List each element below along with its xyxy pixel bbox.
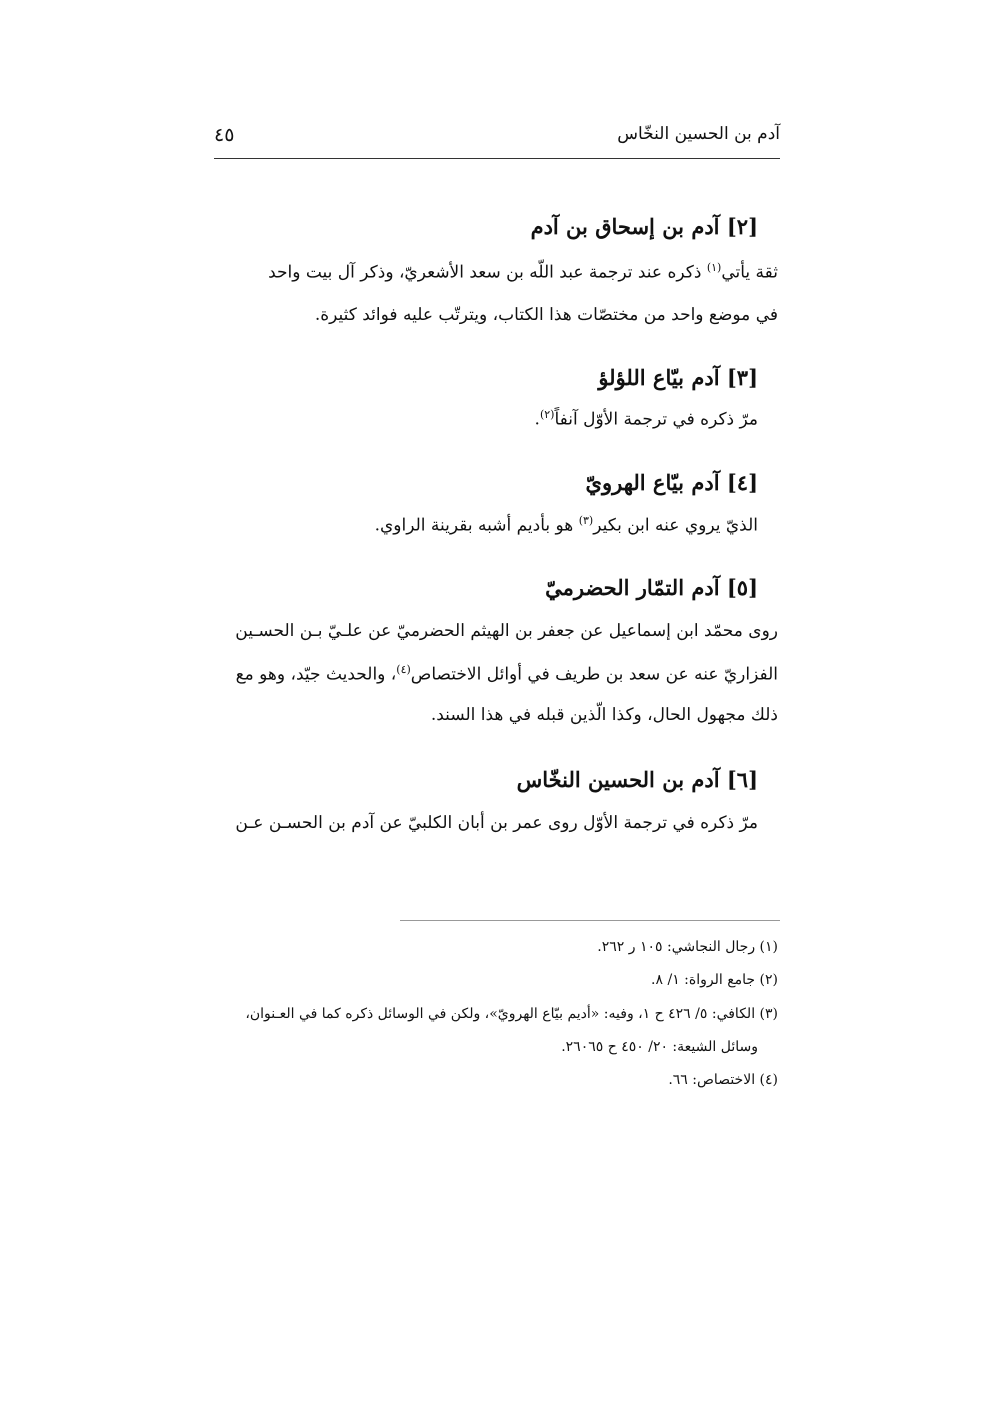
entry-5-text-b: ، والحديث جيّد، وهو مع	[235, 664, 397, 685]
header-rule	[214, 158, 780, 159]
entry-heading-4: [٤] آدم بيّاع الهرويّ	[585, 470, 758, 495]
entry-2-text-a: ثقة يأتي	[721, 262, 778, 283]
footnote-ref-3: (٣)	[578, 514, 594, 527]
entry-4-text-b: هو بأديم أشبه بقرينة الراوي.	[374, 515, 579, 536]
footnote-ref-2: (٢)	[539, 408, 555, 421]
footnote-2: (٢) جامع الرواة: ١/ ٨.	[651, 972, 778, 988]
entry-4-text-a: الذيّ يروي عنه ابن بكير	[593, 515, 758, 536]
entry-3-end: .	[534, 409, 540, 430]
footnote-4: (٤) الاختصاص: ٦٦.	[668, 1072, 778, 1088]
running-head	[214, 124, 780, 154]
footnote-ref-4: (٤)	[396, 663, 411, 676]
entry-5-line-2	[236, 663, 778, 685]
entry-heading-2: [٢] آدم بن إسحاق بن آدم	[530, 214, 758, 239]
footnote-3: (٣) الكافي: ٥/ ٤٢٦ ح ١، وفيه: «أديم بيّاع الهرويّ»، ولكن في الوسائل ذكره كما في العـنوان،	[245, 1006, 778, 1022]
entry-6-line-1: مرّ ذكره في ترجمة الأوّل روى عمر بن أبان الكلبيّ عن آدم بن الحسـن عـن	[235, 813, 758, 833]
entry-5-line-1: روى محمّد ابن إسماعيل عن جعفر بن الهيثم الحضرميّ عن علـيّ بـن الحسـين	[235, 621, 778, 641]
page-number: ٤٥	[214, 124, 235, 146]
entry-2-line-2: في موضع واحد من مختصّات هذا الكتاب، ويترتّب عليه فوائد كثيرة.	[314, 305, 778, 325]
footnote-ref-1: (١)	[706, 261, 722, 274]
entry-heading-3: [٣] آدم بيّاع اللؤلؤ	[598, 365, 758, 390]
running-title: آدم بن الحسين النخّاس	[617, 124, 780, 144]
entry-5-text-a: الفزاريّ عنه عن سعد بن طريف في أوائل الاختصاص	[410, 664, 778, 685]
footnote-3-cont: وسائل الشيعة: ٢٠/ ٤٥٠ ح ٢٦٠٦٥.	[561, 1039, 758, 1055]
footnote-1: (١) رجال النجاشي: ١٠٥ ر ٢٦٢.	[597, 939, 778, 955]
entry-2-text-b: ذكره عند ترجمة عبد اللّه بن سعد الأشعريّ، وذكر آل بيت واحد	[268, 262, 707, 283]
entry-2-line-1	[212, 261, 778, 283]
entry-3-text: مرّ ذكره في ترجمة الأوّل آنفاً	[554, 409, 758, 430]
entry-5-line-3: ذلك مجهول الحال، وكذا الّذين قبله في هذا السند.	[430, 705, 778, 725]
entry-heading-5: [٥] آدم التمّار الحضرميّ	[545, 575, 758, 600]
entry-4-line	[375, 514, 758, 536]
entry-3-line	[535, 408, 758, 430]
footnote-rule	[400, 920, 780, 921]
entry-heading-6: [٦] آدم بن الحسين النخّاس	[516, 767, 758, 792]
